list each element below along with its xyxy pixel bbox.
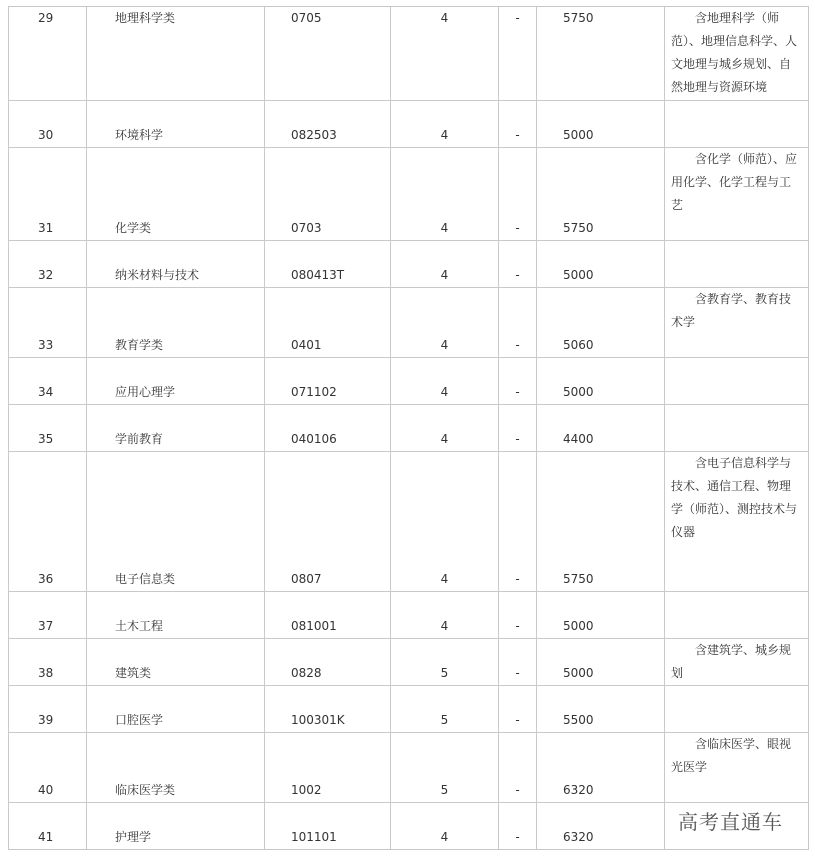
table-row <box>9 358 809 405</box>
tuition-fee: 4400 <box>563 432 594 446</box>
degree-mark: - <box>515 221 520 235</box>
row-number: 29 <box>38 11 54 25</box>
row-number-cell <box>9 452 87 592</box>
row-number-cell <box>9 592 87 639</box>
study-years: 4 <box>440 11 449 25</box>
major-note-cell <box>665 288 809 358</box>
row-number-cell <box>9 241 87 288</box>
major-code-cell <box>265 733 391 803</box>
major-code-cell <box>265 7 391 101</box>
major-note: 含建筑学、城乡规划 <box>671 643 792 680</box>
major-code: 080413T <box>291 268 345 282</box>
major-note-cell <box>665 733 809 803</box>
major-code-cell <box>265 803 391 850</box>
degree-mark-cell <box>499 288 537 358</box>
major-note-cell <box>665 241 809 288</box>
major-code: 0828 <box>291 666 322 680</box>
major-code-cell <box>265 405 391 452</box>
major-note-cell <box>665 686 809 733</box>
tuition-fee: 5000 <box>563 385 594 399</box>
degree-mark: - <box>515 783 520 797</box>
major-name: 电子信息类 <box>115 572 176 586</box>
major-name: 口腔医学 <box>115 713 164 727</box>
study-years-cell <box>391 358 499 405</box>
degree-mark: - <box>515 830 520 844</box>
majors-table-body <box>9 7 809 850</box>
study-years-cell <box>391 592 499 639</box>
major-name: 土木工程 <box>115 619 164 633</box>
major-name-cell <box>87 241 265 288</box>
row-number: 34 <box>38 385 54 399</box>
study-years: 5 <box>440 783 449 797</box>
tuition-fee-cell <box>537 803 665 850</box>
degree-mark-cell <box>499 452 537 592</box>
major-code: 1002 <box>291 783 322 797</box>
degree-mark: - <box>515 432 520 446</box>
table-row <box>9 592 809 639</box>
tuition-fee-cell <box>537 686 665 733</box>
row-number-cell <box>9 101 87 148</box>
row-number: 40 <box>38 783 54 797</box>
major-note: 含教育学、教育技术学 <box>671 292 792 329</box>
table-row <box>9 7 809 101</box>
major-name: 建筑类 <box>115 666 152 680</box>
watermark-text: 高考直通车 <box>674 806 787 835</box>
major-note-cell <box>665 101 809 148</box>
row-number: 35 <box>38 432 54 446</box>
tuition-fee-cell <box>537 405 665 452</box>
row-number-cell <box>9 7 87 101</box>
major-name-cell <box>87 148 265 241</box>
tuition-fee: 5000 <box>563 619 594 633</box>
major-name: 纳米材料与技术 <box>115 268 200 282</box>
tuition-fee: 6320 <box>563 830 594 844</box>
degree-mark: - <box>515 338 520 352</box>
study-years-cell <box>391 803 499 850</box>
table-row <box>9 405 809 452</box>
study-years-cell <box>391 639 499 686</box>
study-years-cell <box>391 288 499 358</box>
row-number-cell <box>9 288 87 358</box>
major-note-cell <box>665 148 809 241</box>
major-note: 含地理科学（师范）、地理信息科学、人文地理与城乡规划、自然地理与资源环境 <box>671 11 798 94</box>
major-code: 101101 <box>291 830 337 844</box>
tuition-fee-cell <box>537 241 665 288</box>
major-code: 082503 <box>291 128 337 142</box>
table-row <box>9 148 809 241</box>
major-code-cell <box>265 592 391 639</box>
major-name-cell <box>87 7 265 101</box>
table-row <box>9 288 809 358</box>
row-number-cell <box>9 358 87 405</box>
major-name-cell <box>87 358 265 405</box>
degree-mark-cell <box>499 101 537 148</box>
row-number-cell <box>9 803 87 850</box>
tuition-fee-cell <box>537 288 665 358</box>
study-years-cell <box>391 7 499 101</box>
major-note-cell <box>665 405 809 452</box>
study-years: 4 <box>440 338 449 352</box>
major-code: 0807 <box>291 572 322 586</box>
tuition-fee-cell <box>537 148 665 241</box>
major-name-cell <box>87 592 265 639</box>
degree-mark: - <box>515 713 520 727</box>
major-code: 040106 <box>291 432 337 446</box>
study-years-cell <box>391 733 499 803</box>
degree-mark: - <box>515 128 520 142</box>
degree-mark-cell <box>499 686 537 733</box>
major-name: 地理科学类 <box>115 11 176 25</box>
major-note-cell <box>665 358 809 405</box>
major-name-cell <box>87 288 265 358</box>
major-note-cell <box>665 7 809 101</box>
degree-mark-cell <box>499 733 537 803</box>
row-number-cell <box>9 733 87 803</box>
degree-mark: - <box>515 666 520 680</box>
tuition-fee: 6320 <box>563 783 594 797</box>
degree-mark: - <box>515 619 520 633</box>
major-name: 教育学类 <box>115 338 164 352</box>
tuition-fee-cell <box>537 452 665 592</box>
degree-mark-cell <box>499 803 537 850</box>
tuition-fee-cell <box>537 101 665 148</box>
major-name: 环境科学 <box>115 128 164 142</box>
major-name: 应用心理学 <box>115 385 176 399</box>
majors-table <box>8 6 809 850</box>
major-name-cell <box>87 639 265 686</box>
major-code-cell <box>265 101 391 148</box>
table-row <box>9 241 809 288</box>
row-number-cell <box>9 639 87 686</box>
tuition-fee: 5000 <box>563 128 594 142</box>
major-code-cell <box>265 358 391 405</box>
major-code-cell <box>265 452 391 592</box>
row-number: 33 <box>38 338 54 352</box>
major-note-cell <box>665 592 809 639</box>
row-number: 30 <box>38 128 54 142</box>
degree-mark-cell <box>499 7 537 101</box>
degree-mark-cell <box>499 592 537 639</box>
study-years-cell <box>391 405 499 452</box>
major-code: 071102 <box>291 385 337 399</box>
study-years: 4 <box>440 572 449 586</box>
major-note: 含临床医学、眼视光医学 <box>671 737 792 774</box>
row-number: 38 <box>38 666 54 680</box>
table-row <box>9 733 809 803</box>
row-number: 36 <box>38 572 54 586</box>
major-code: 0703 <box>291 221 322 235</box>
table-row <box>9 101 809 148</box>
study-years: 4 <box>440 619 449 633</box>
row-number: 37 <box>38 619 54 633</box>
table-row <box>9 639 809 686</box>
degree-mark: - <box>515 11 520 25</box>
tuition-fee-cell <box>537 358 665 405</box>
row-number-cell <box>9 686 87 733</box>
row-number-cell <box>9 405 87 452</box>
row-number: 32 <box>38 268 54 282</box>
table-row <box>9 686 809 733</box>
major-code: 081001 <box>291 619 337 633</box>
study-years: 4 <box>440 221 449 235</box>
major-name-cell <box>87 803 265 850</box>
major-note-cell <box>665 452 809 592</box>
major-code-cell <box>265 686 391 733</box>
degree-mark-cell <box>499 639 537 686</box>
major-code-cell <box>265 639 391 686</box>
study-years: 4 <box>440 128 449 142</box>
tuition-fee-cell <box>537 7 665 101</box>
study-years-cell <box>391 241 499 288</box>
tuition-fee-cell <box>537 639 665 686</box>
degree-mark: - <box>515 385 520 399</box>
tuition-fee: 5000 <box>563 268 594 282</box>
study-years: 4 <box>440 385 449 399</box>
major-name: 学前教育 <box>115 432 164 446</box>
tuition-fee: 5060 <box>563 338 594 352</box>
study-years: 5 <box>440 666 449 680</box>
major-note-cell <box>665 639 809 686</box>
major-note: 含电子信息科学与技术、通信工程、物理学（师范）、测控技术与仪器 <box>671 456 798 539</box>
tuition-fee: 5750 <box>563 221 594 235</box>
major-name-cell <box>87 405 265 452</box>
major-code-cell <box>265 241 391 288</box>
degree-mark-cell <box>499 405 537 452</box>
major-name-cell <box>87 101 265 148</box>
major-code-cell <box>265 288 391 358</box>
study-years-cell <box>391 452 499 592</box>
row-number: 39 <box>38 713 54 727</box>
major-name: 护理学 <box>115 830 152 844</box>
table-row <box>9 452 809 592</box>
row-number: 31 <box>38 221 54 235</box>
tuition-fee: 5000 <box>563 666 594 680</box>
major-name-cell <box>87 733 265 803</box>
major-code: 100301K <box>291 713 345 727</box>
degree-mark-cell <box>499 148 537 241</box>
study-years: 4 <box>440 432 449 446</box>
degree-mark-cell <box>499 241 537 288</box>
study-years: 4 <box>440 268 449 282</box>
major-name: 化学类 <box>115 221 152 235</box>
major-note: 含化学（师范）、应用化学、化学工程与工艺 <box>671 152 798 212</box>
study-years-cell <box>391 101 499 148</box>
study-years: 5 <box>440 713 449 727</box>
major-name: 临床医学类 <box>115 783 176 797</box>
tuition-fee: 5750 <box>563 11 594 25</box>
major-code: 0401 <box>291 338 322 352</box>
tuition-fee-cell <box>537 733 665 803</box>
degree-mark-cell <box>499 358 537 405</box>
row-number: 41 <box>38 830 54 844</box>
study-years-cell <box>391 148 499 241</box>
major-name-cell <box>87 686 265 733</box>
major-code-cell <box>265 148 391 241</box>
tuition-fee-cell <box>537 592 665 639</box>
major-name-cell <box>87 452 265 592</box>
row-number-cell <box>9 148 87 241</box>
major-code: 0705 <box>291 11 322 25</box>
study-years-cell <box>391 686 499 733</box>
tuition-fee: 5500 <box>563 713 594 727</box>
tuition-fee: 5750 <box>563 572 594 586</box>
degree-mark: - <box>515 268 520 282</box>
study-years: 4 <box>440 830 449 844</box>
degree-mark: - <box>515 572 520 586</box>
